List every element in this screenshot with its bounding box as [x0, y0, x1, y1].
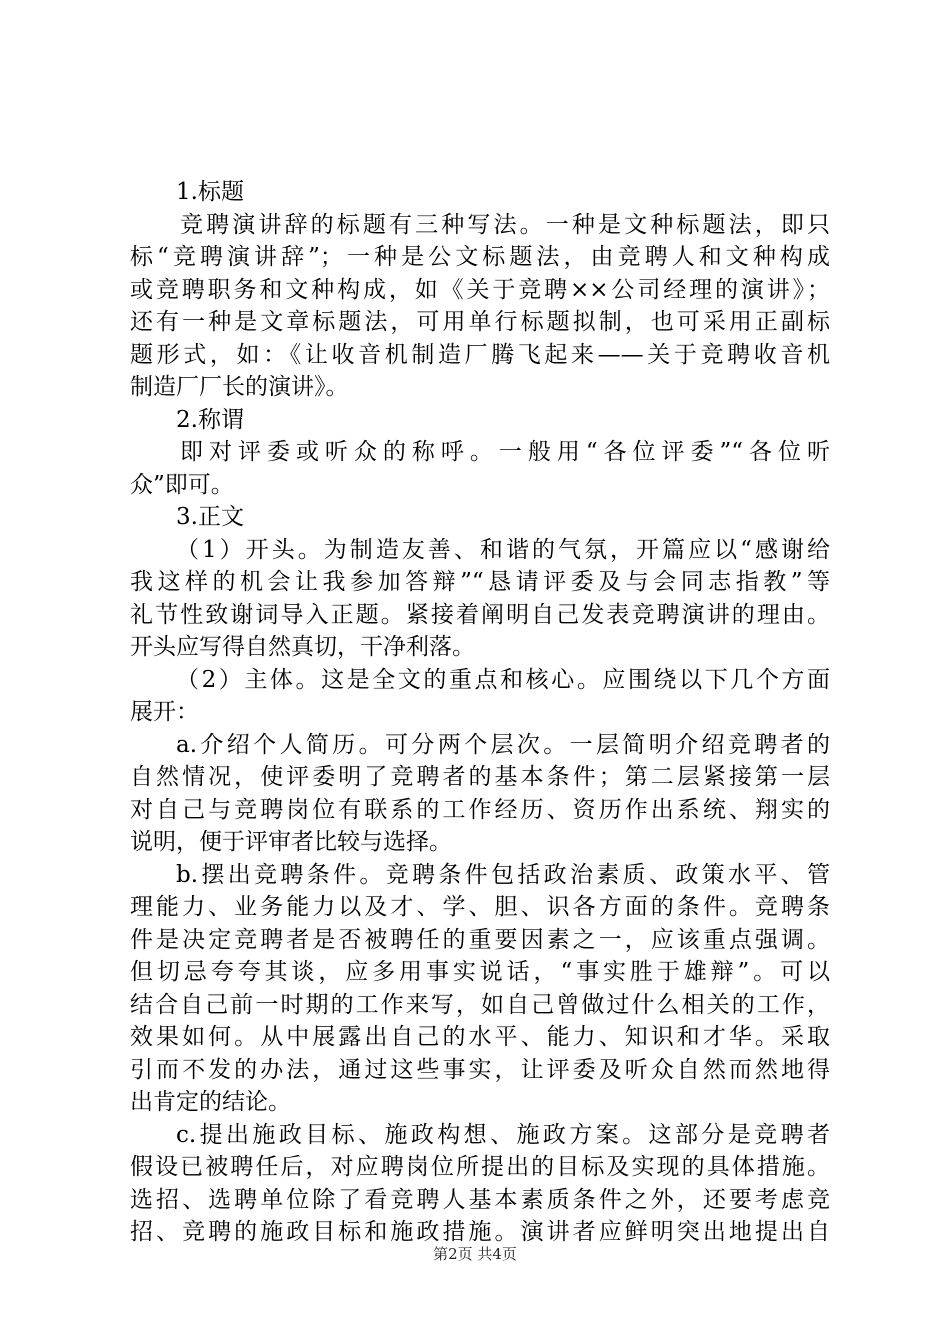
text-line: 众”即可。: [130, 471, 234, 498]
text-line: 招、竞聘的施政目标和施政措施。演讲者应鲜明突出地提出自: [130, 1219, 830, 1245]
text-line: 制造厂厂长的演讲》。: [130, 374, 349, 400]
text-line: 件是决定竞聘者是否被聘任的重要因素之一，应该重点强调。: [130, 926, 830, 953]
text-line: 标“竞聘演讲辞”；一种是公文标题法，由竞聘人和文种构成: [130, 244, 830, 270]
text-line: （2）主体。这是全文的重点和核心。应围绕以下几个方面: [176, 666, 830, 693]
text-line: 对自己与竞聘岗位有联系的工作经历、资历作出系统、翔实的: [130, 796, 830, 823]
text-line: 还有一种是文章标题法，可用单行标题拟制，也可采用正副标: [130, 309, 830, 335]
text-line: 出肯定的结论。: [130, 1089, 291, 1115]
text-line: 即对评委或听众的称呼。一般用“各位评委”“各位听: [180, 439, 830, 465]
text-line: 说明，便于评审者比较与选择。: [130, 829, 452, 855]
text-line: （1）开头。为制造友善、和谐的气氛，开篇应以“感谢给: [176, 536, 830, 563]
text-line: 3.正文: [176, 504, 244, 530]
text-line: a.介绍个人简历。可分两个层次。一层简明介绍竞聘者的: [176, 731, 830, 758]
text-line: 开头应写得自然真切，干净利落。: [130, 634, 475, 660]
text-line: 效果如何。从中展露出自己的水平、能力、知识和才华。采取: [130, 1024, 830, 1050]
text-line: c.提出施政目标、施政构想、施政方案。这部分是竞聘者: [176, 1121, 830, 1148]
text-line: 选招、选聘单位除了看竞聘人基本素质条件之外，还要考虑竞: [130, 1186, 830, 1213]
text-line: 1.标题: [176, 179, 244, 205]
text-line: 题形式，如：《让收音机制造厂腾飞起来——关于竞聘收音机: [130, 341, 830, 368]
text-line: 展开：: [130, 699, 199, 725]
text-line: 礼节性致谢词导入正题。紧接着阐明自己发表竞聘演讲的理由。: [130, 601, 830, 628]
text-line: 竞聘演讲辞的标题有三种写法。一种是文种标题法，即只: [180, 211, 830, 238]
text-line: 理能力、业务能力以及才、学、胆、识各方面的条件。竞聘条: [130, 894, 830, 920]
text-line: 或竞聘职务和文种构成，如《关于竞聘××公司经理的演讲》；: [130, 276, 830, 303]
text-line: b.摆出竞聘条件。竞聘条件包括政治素质、政策水平、管: [176, 861, 830, 888]
text-line: 假设已被聘任后，对应聘岗位所提出的目标及实现的具体措施。: [130, 1154, 830, 1180]
page-footer: 第2页 共4页: [433, 1245, 517, 1263]
text-line: 我这样的机会让我参加答辩”“恳请评委及与会同志指教”等: [130, 569, 830, 595]
text-line: 2.称谓: [176, 406, 244, 433]
text-line: 自然情况，使评委明了竞聘者的基本条件；第二层紧接第一层: [130, 764, 830, 790]
text-line: 结合自己前一时期的工作来写，如自己曾做过什么相关的工作，: [130, 991, 830, 1018]
text-line: 但切忌夸夸其谈，应多用事实说话，“事实胜于雄辩”。可以: [130, 959, 830, 985]
text-line: 引而不发的办法，通过这些事实，让评委及听众自然而然地得: [130, 1056, 830, 1083]
document-body: [130, 176, 830, 1249]
